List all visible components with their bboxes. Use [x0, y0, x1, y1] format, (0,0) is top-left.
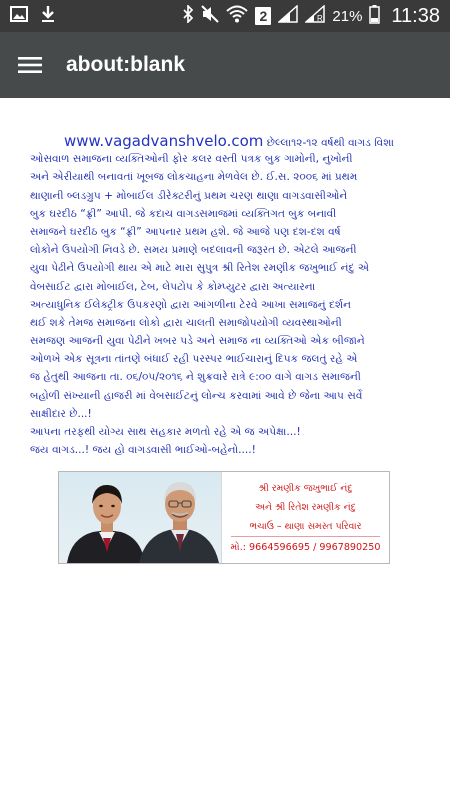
banner-contact: મો.: 9664596695 / 9967890250: [231, 536, 381, 557]
banner-name-2: અને શ્રી રિતેશ રમણીક નંદુ: [255, 501, 356, 513]
signal-icon: [278, 5, 298, 27]
article-line: જ હેતુથી આજના તા. ૦૬/૦૫/૨૦૧૬ ને શુક્રવારે રાત્રે ૯:૦૦ વાગે વાગડ સમાજની: [30, 371, 361, 384]
article-line: ઓસવાળ સમાજના વ્યક્તિઓની ફોર કલર વસ્તી પત્રક બુક ગામોની, નુખોની: [30, 153, 353, 166]
image-icon: [10, 6, 28, 26]
article-line: અત્યાધુનિક ઈલેક્ટ્રીક ઉપકરણો દ્વારા આંગળીના ટેરવે આખા સમાજનું દર્શન: [30, 298, 352, 311]
article-line: સમજણ આજની યુવા પેઢીને ખબર પડે અને સમાજ ના વ્યક્તિઓ એક બીજાને: [30, 335, 365, 348]
article-line: થઈ શકે તેમજ સમાજના લોકો દ્વારા ચાલતી સમાજોપયોગી વ્યવસ્થાઓની: [30, 316, 342, 329]
article-line: બુક ઘરદીઠ “ફ્રી” આપી. જે કદાચ વાગડસમાજમાં વ્યક્તિગત બુક બનાવી: [30, 207, 337, 220]
svg-text:R: R: [317, 14, 324, 23]
article-line: થાણાની બ્લડગ્રુપ + મોબાઈલ ડીરેક્ટરીનું પ્રથમ ચરણ થાણા વાગડવાસીઓને: [30, 189, 348, 202]
article-line: જય વાગડ...! જય હો વાગડવાસી ભાઈઓ-બહેનો....!: [30, 444, 256, 457]
article-line: વેબસાઈટ દ્વારા મોબાઈલ, ટેબ, લેપટોપ કે કોમ્પ્યુટર દ્વારા અત્યારના: [30, 280, 316, 293]
family-banner: [58, 471, 390, 564]
article-line: બહોળી સંખ્યાની હાજરી માં વેબસાઈટનું લોન્ચ કરવામાં આવે છે જેના આપ સર્વે: [30, 389, 363, 402]
article-line: [30, 132, 448, 150]
mute-icon: [201, 5, 219, 27]
website-link[interactable]: www.vagadvanshvelo.com: [64, 132, 264, 150]
menu-button[interactable]: [0, 32, 60, 98]
wifi-icon: [226, 5, 248, 27]
banner-family: ભચાઉ – થાણા સમસ્ત પરિવાર: [249, 520, 362, 532]
article-line: આપના તરફથી યોગ્ય સાથ સહકાર મળતો રહે એ જ અપેક્ષા...!: [30, 426, 301, 438]
web-content[interactable]: [0, 98, 450, 800]
status-bar: [0, 0, 450, 32]
signal-r-icon: [305, 5, 325, 27]
hamburger-menu-icon: [18, 56, 42, 74]
article-line: અને એરીયાથી બનાવતાં ખૂબજ લોકચાહના મેળવેલ છે. ઈ.સ. ૨૦૦૬ માં પ્રથમ: [30, 171, 358, 184]
family-photo: [59, 472, 221, 563]
article-line: સમાજને ઘરદીઠ બુક “ફ્રી” આપનાર પ્રથમ હશે. જે આજે પણ દશ-દશ વર્ષ: [30, 225, 341, 238]
clock: 11:38: [391, 4, 440, 27]
article-line: લોકોને ઉપયોગી નિવડે છે. સમય પ્રમાણે બદલાવની જરૂરત છે. એટલે આજની: [30, 244, 357, 257]
article-line: યુવા પેઢીને ઉપયોગી થાય એ માટે મારા સુપુત્ર શ્રી રિતેશ રમણીક જખુભાઈ નંદુ એ: [30, 262, 370, 275]
battery-percent: 21%: [332, 7, 363, 25]
article-line: સાક્ષીદાર છે...!: [30, 407, 92, 420]
toolbar: [0, 32, 450, 98]
bluetooth-icon: [182, 5, 194, 27]
sim-2-icon: 2: [255, 7, 271, 25]
banner-text: [221, 472, 389, 563]
battery-icon: [369, 5, 380, 28]
article-line: ઓળખે એક સૂત્રના તાંતણે બંધાઈ રહી પરસ્પર ભાઈચારાનું દિપક જલતું રહે એ: [30, 353, 358, 366]
article-line-text: છેલ્લા૧૨-૧૨ વર્ષથી વાગડ વિશા: [266, 137, 394, 149]
download-icon: [40, 5, 56, 27]
page-title: about:blank: [66, 53, 185, 76]
article-text: [30, 132, 448, 459]
banner-name-1: શ્રી રમણીક જખુભાઈ નંદુ: [258, 482, 353, 494]
